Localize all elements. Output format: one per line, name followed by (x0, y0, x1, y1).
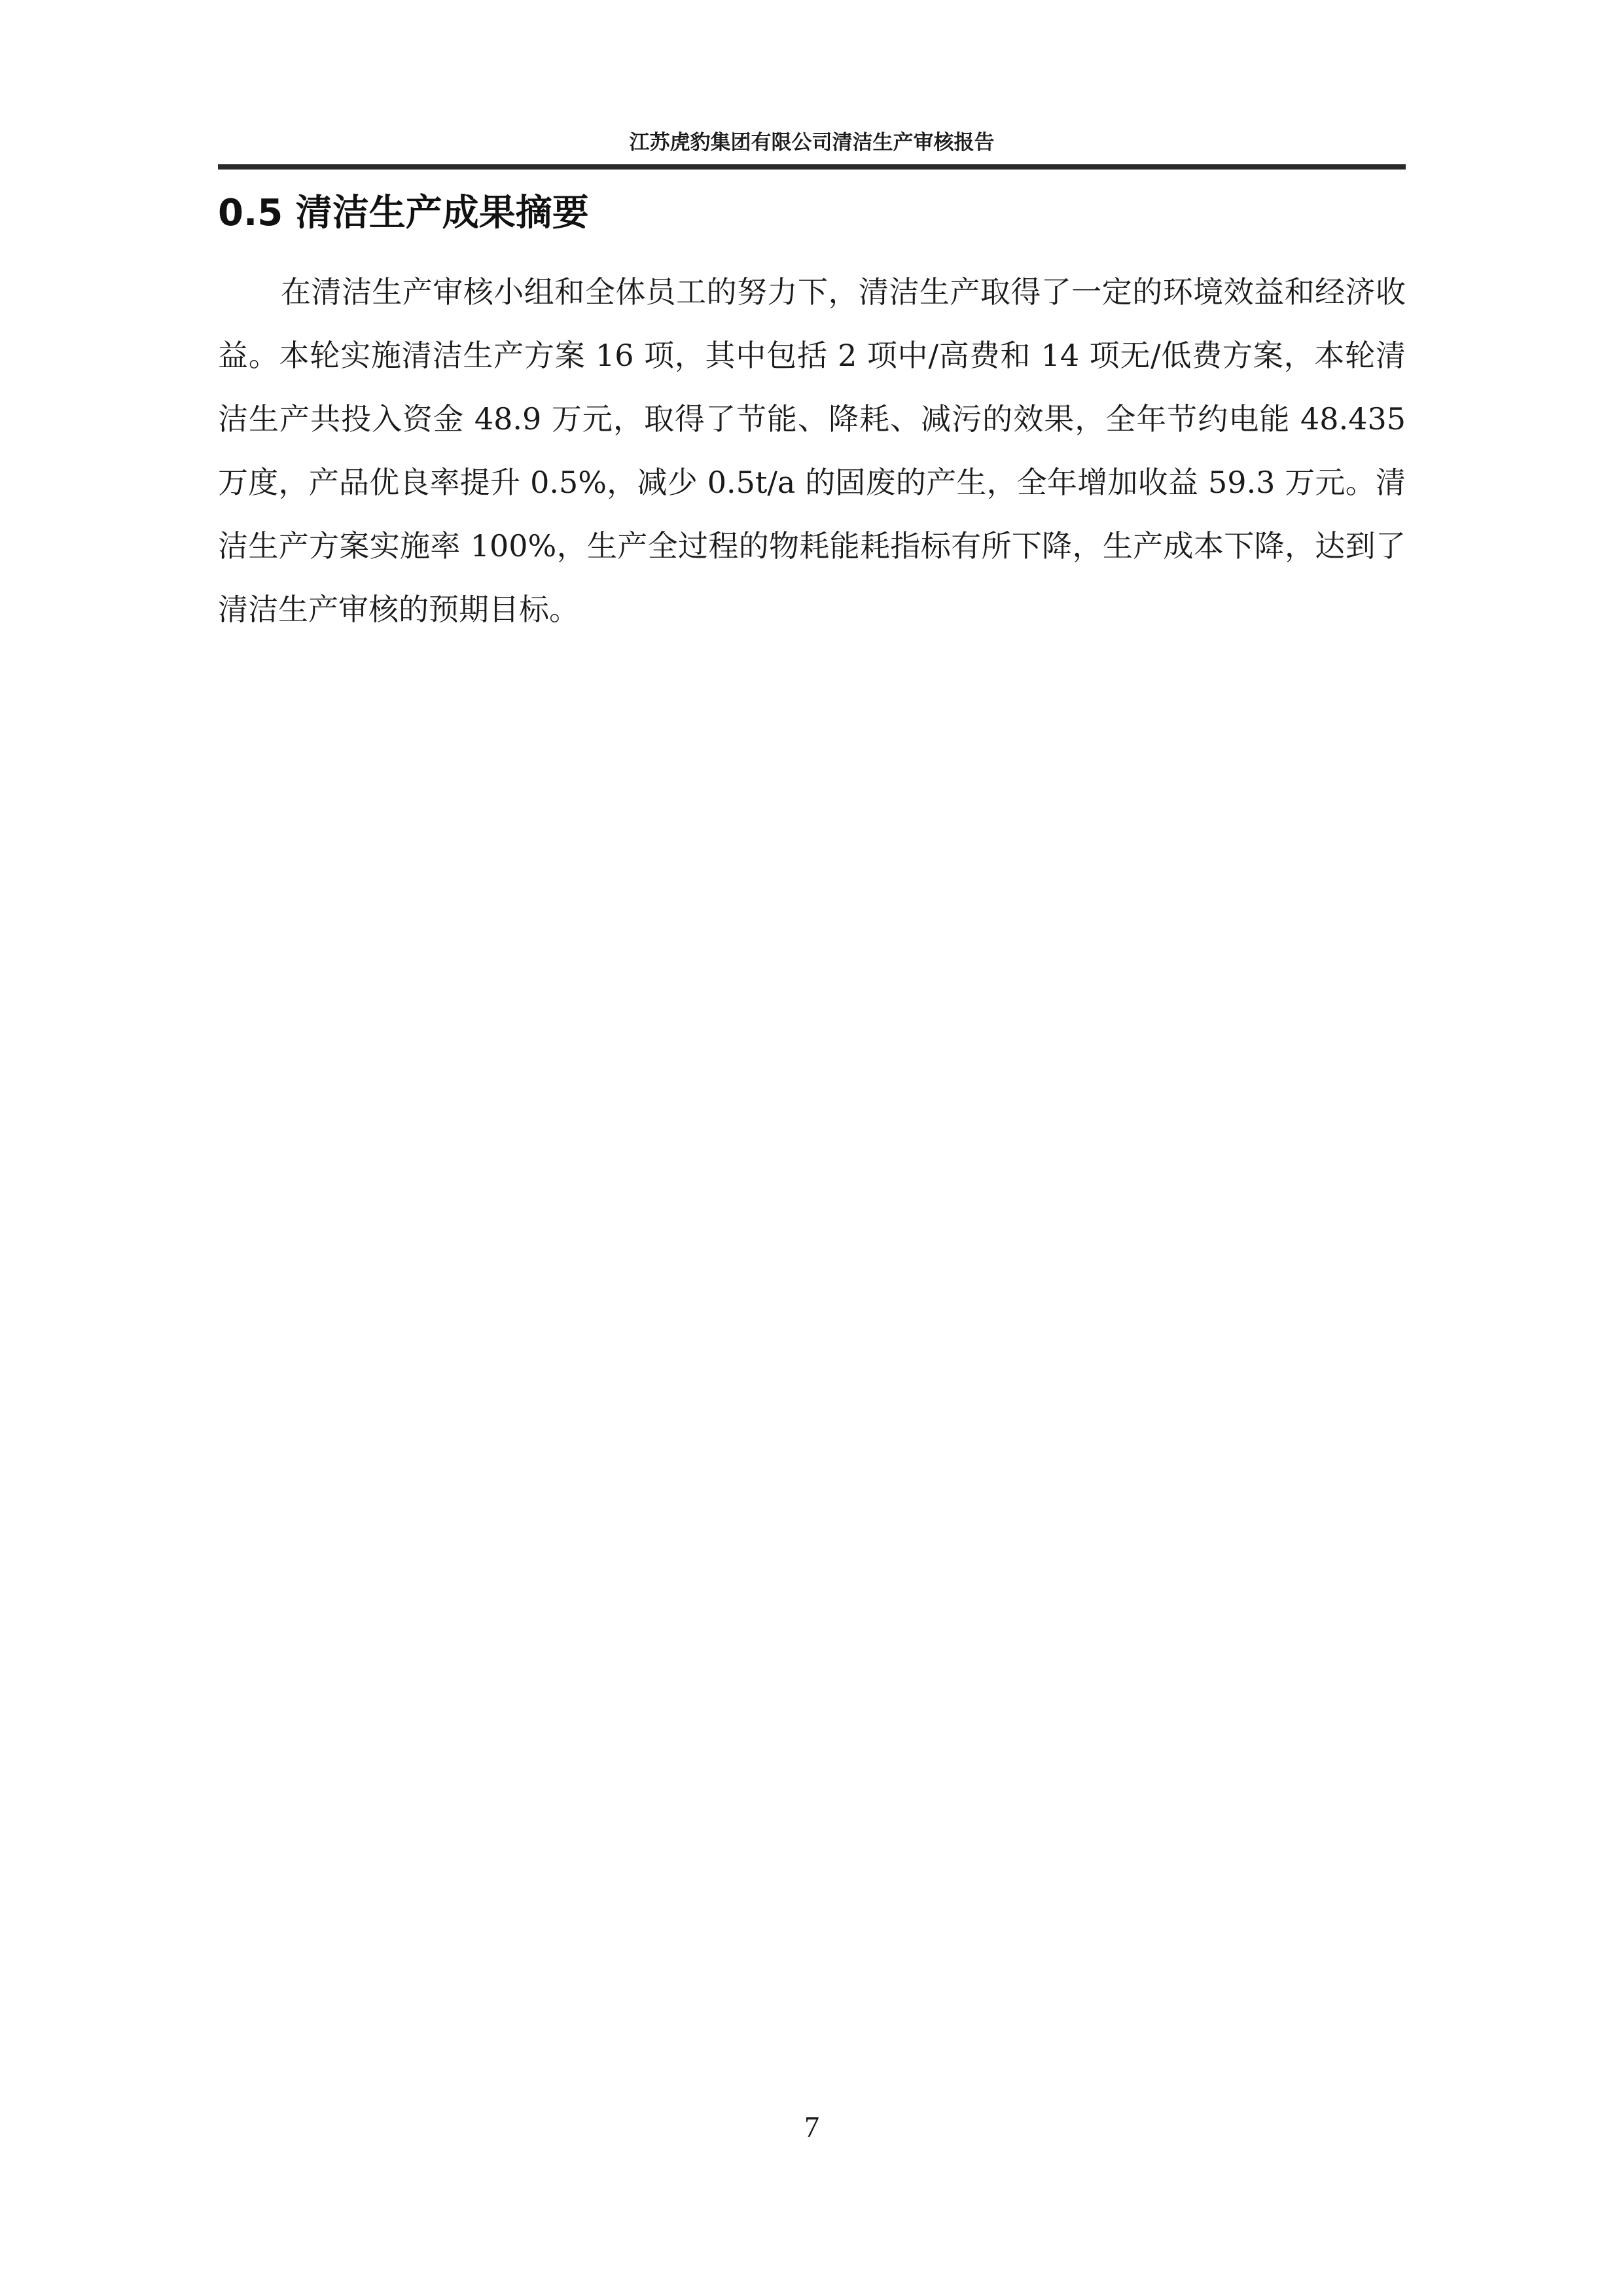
section-heading: 0.5 清洁生产成果摘要 (218, 192, 589, 234)
page-number: 7 (804, 2110, 819, 2144)
header-divider (218, 164, 1406, 170)
body-paragraph: 在清洁生产审核小组和全体员工的努力下，清洁生产取得了一定的环境效益和经济收益。本轮实施清洁生产方案 16 项，其中包括 2 项中/高费和 14 项无/低费方案，本轮清洁生产共投入资金 48.9 万元，取得了节能、降耗、减污的效果，全年节约电能 48.435 万度，产品优良率提升 0.5%，减少 0.5t/a 的固废的产生，全年增加收益 59.3 万元。清洁生产方案实施率 100%，生产全过程的物耗能耗指标有所下降，生产成本下降，达到了清洁生产审核的预期目标。 (218, 274, 1406, 627)
page-header-title: 江苏虎豹集团有限公司清洁生产审核报告 (629, 131, 995, 154)
